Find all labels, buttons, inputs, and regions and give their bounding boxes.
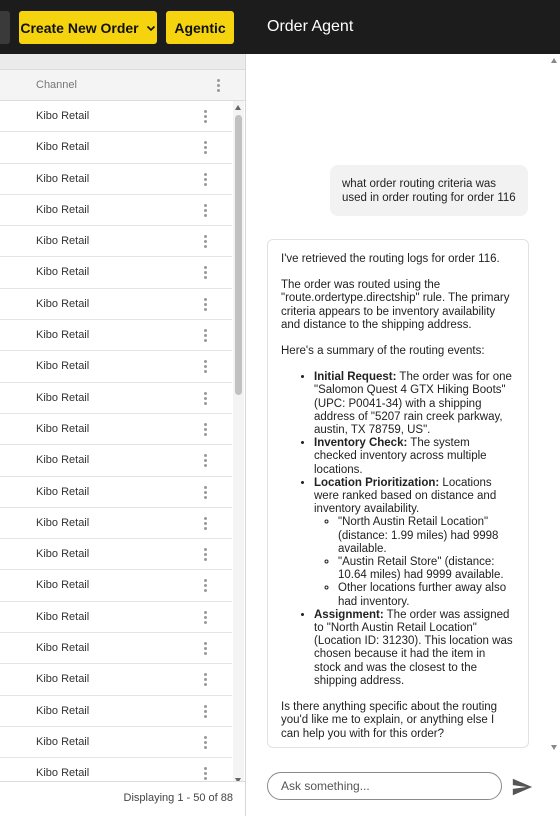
table-row[interactable]: [0, 383, 232, 414]
row-menu-icon[interactable]: [204, 579, 208, 593]
channel-cell: Kibo Retail: [36, 704, 90, 717]
scrollbar-thumb[interactable]: [235, 115, 242, 395]
table-row[interactable]: [0, 414, 232, 445]
grid-toolbar-strip: [0, 54, 245, 70]
row-menu-icon[interactable]: [204, 642, 208, 656]
sublist-item: ◦ "North Austin Retail Location" (distance: 1.99 miles) had 9998 available.: [338, 516, 515, 556]
list-item: • Assignment: The order was assigned to "North Austin Retail Location" (Location ID: 31230). This location was chosen because it had the item in stock and was the closest to the shipping address.: [314, 609, 515, 688]
channel-cell: Kibo Retail: [36, 360, 90, 373]
agent-paragraph: Is there anything specific about the routing you'd like me to explain, or anything else I can help you with for this order?: [281, 701, 498, 740]
chat-scroll-down-icon[interactable]: [551, 745, 557, 750]
orders-grid-panel: [0, 54, 246, 816]
channel-cell: Kibo Retail: [36, 735, 90, 748]
row-menu-icon[interactable]: [204, 360, 208, 374]
grid-header: [0, 70, 245, 101]
sublist-item: ◦ "Austin Retail Store" (distance: 10.64 miles) had 9999 available.: [338, 556, 515, 582]
scroll-up-arrow-icon[interactable]: [235, 105, 241, 110]
row-menu-icon[interactable]: [204, 548, 208, 562]
channel-cell: Kibo Retail: [36, 485, 90, 498]
table-row[interactable]: [0, 570, 232, 601]
column-header-channel[interactable]: Channel: [36, 79, 77, 91]
row-menu-icon[interactable]: [204, 705, 208, 719]
agentic-button[interactable]: Agentic: [166, 11, 234, 44]
row-menu-icon[interactable]: [204, 736, 208, 750]
list-item: • Inventory Check: The system checked inventory across multiple locations.: [314, 437, 515, 477]
table-row[interactable]: [0, 602, 232, 633]
pagination-status: Displaying 1 - 50 of 88: [123, 792, 233, 804]
grid-footer: [0, 781, 245, 816]
order-agent-panel: [247, 54, 560, 816]
row-menu-icon[interactable]: [204, 392, 208, 406]
channel-cell: Kibo Retail: [36, 235, 90, 248]
table-row[interactable]: [0, 477, 232, 508]
row-menu-icon[interactable]: [204, 767, 208, 781]
row-menu-icon[interactable]: [204, 611, 208, 625]
row-menu-icon[interactable]: [204, 266, 208, 280]
row-menu-icon[interactable]: [204, 298, 208, 312]
create-new-order-button[interactable]: [19, 11, 157, 44]
channel-cell: Kibo Retail: [36, 110, 90, 122]
row-menu-icon[interactable]: [204, 486, 208, 500]
channel-cell: Kibo Retail: [36, 642, 90, 655]
table-row[interactable]: [0, 164, 232, 195]
grid-rows: [0, 101, 232, 787]
channel-cell: Kibo Retail: [36, 297, 90, 310]
table-row[interactable]: [0, 289, 232, 320]
table-row[interactable]: [0, 132, 232, 163]
table-row[interactable]: [0, 320, 232, 351]
row-menu-icon[interactable]: [204, 329, 208, 343]
user-message: what order routing criteria was used in order routing for order 116: [330, 165, 528, 216]
table-row[interactable]: [0, 696, 232, 727]
agent-panel-title: Order Agent: [267, 18, 354, 35]
chat-input-wrapper: [267, 772, 502, 800]
list-item: • Initial Request: The order was for one "Salomon Quest 4 GTX Hiking Boots" (UPC: P0041-34) with a shipping address of "5207 rain creek parkway, austin, TX 78759, US".: [314, 371, 515, 437]
chat-input[interactable]: [281, 779, 488, 793]
channel-cell: Kibo Retail: [36, 203, 90, 216]
chat-history: [247, 54, 560, 754]
channel-cell: Kibo Retail: [36, 516, 90, 529]
table-row[interactable]: [0, 351, 232, 382]
channel-cell: Kibo Retail: [36, 172, 90, 185]
channel-cell: Kibo Retail: [36, 579, 90, 592]
channel-cell: Kibo Retail: [36, 673, 90, 686]
row-menu-icon[interactable]: [204, 141, 208, 155]
sublist-item: ◦ Other locations further away also had inventory.: [338, 582, 515, 608]
channel-cell: Kibo Retail: [36, 329, 90, 342]
row-menu-icon[interactable]: [204, 423, 208, 437]
table-row[interactable]: [0, 226, 232, 257]
channel-cell: Kibo Retail: [36, 610, 90, 623]
routing-events-list: [314, 371, 515, 688]
row-menu-icon[interactable]: [204, 454, 208, 468]
row-menu-icon[interactable]: [204, 673, 208, 687]
row-menu-icon[interactable]: [204, 173, 208, 187]
channel-cell: Kibo Retail: [36, 391, 90, 404]
column-menu-icon[interactable]: [217, 79, 221, 93]
table-row[interactable]: [0, 633, 232, 664]
send-icon[interactable]: [511, 776, 533, 798]
row-menu-icon[interactable]: [204, 204, 208, 218]
agent-message: [267, 239, 529, 748]
channel-cell: Kibo Retail: [36, 141, 90, 154]
top-bar: [0, 0, 560, 54]
row-menu-icon[interactable]: [204, 110, 208, 124]
table-row[interactable]: [0, 539, 232, 570]
table-row[interactable]: [0, 195, 232, 226]
partial-button[interactable]: [0, 11, 10, 44]
agent-paragraph: Here's a summary of the routing events:: [281, 345, 485, 358]
create-new-order-label: Create New Order: [20, 19, 139, 36]
list-item: • Location Prioritization: Locations were ranked based on distance and inventory availability. ◦ "North Austin Retail Location" (distance: 1.99 miles) had 9998 available. ◦ "Austin Retail Store" (distance: 10.64 miles) had 9999 available. ◦ Other locations further away also had inventory.: [314, 477, 515, 609]
channel-cell: Kibo Retail: [36, 422, 90, 435]
agent-paragraph: The order was routed using the "route.ordertype.directship" rule. The primary criteria appears to be inventory availability and distance to the shipping address.: [281, 279, 510, 331]
channel-cell: Kibo Retail: [36, 454, 90, 467]
agent-paragraph: I've retrieved the routing logs for order 116.: [281, 253, 500, 265]
channel-cell: Kibo Retail: [36, 266, 90, 279]
table-row[interactable]: [0, 445, 232, 476]
chevron-down-icon: [146, 23, 156, 33]
table-row[interactable]: [0, 257, 232, 288]
table-row[interactable]: [0, 508, 232, 539]
grid-scrollbar[interactable]: [233, 101, 244, 787]
table-row[interactable]: [0, 727, 232, 758]
channel-cell: Kibo Retail: [36, 767, 90, 780]
table-row[interactable]: [0, 101, 232, 132]
table-row[interactable]: [0, 664, 232, 695]
chat-scroll-up-icon[interactable]: [551, 58, 557, 63]
row-menu-icon[interactable]: [204, 235, 208, 249]
channel-cell: Kibo Retail: [36, 548, 90, 561]
location-sublist: [338, 516, 515, 608]
row-menu-icon[interactable]: [204, 517, 208, 531]
